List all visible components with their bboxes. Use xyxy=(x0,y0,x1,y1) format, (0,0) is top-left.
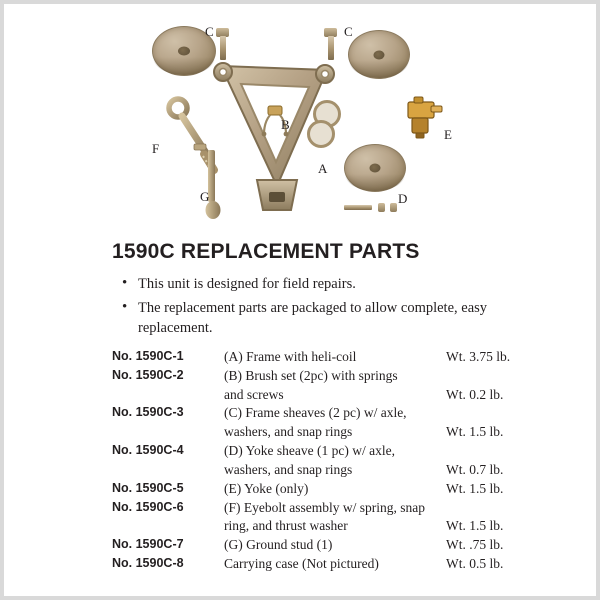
snap-ring-b xyxy=(390,203,397,212)
frame-lug-left-hole xyxy=(220,69,227,76)
part-axle-bolt-right xyxy=(318,28,344,60)
part-frame-sheave-right xyxy=(348,30,410,79)
table-row-continuation xyxy=(112,423,532,442)
part-description: (E) Yoke (only) xyxy=(224,480,309,496)
ground-stud-svg xyxy=(200,148,224,222)
callout-label-f: F xyxy=(152,141,160,156)
part-weight xyxy=(446,367,532,386)
part-number: No. 1590C-1 xyxy=(112,349,184,363)
part-number: No. 1590C-6 xyxy=(112,499,184,514)
list-item: • This unit is designed for field repairs. xyxy=(138,274,560,294)
part-description: (A) Frame with heli-coil xyxy=(224,349,357,364)
part-description: (B) Brush set (2pc) with springs xyxy=(224,367,398,383)
callout-label-b: B xyxy=(281,117,290,132)
table-row xyxy=(112,442,532,461)
bolt-shaft xyxy=(328,36,334,60)
table-row xyxy=(112,555,532,574)
table-row xyxy=(112,367,532,386)
sheave-hub xyxy=(178,47,190,56)
yoke-washer-lower xyxy=(307,120,335,148)
feature-bullet-list xyxy=(0,274,600,338)
part-number-empty xyxy=(112,386,224,405)
part-number-empty xyxy=(112,517,224,536)
part-ground-stud xyxy=(200,148,224,222)
table-row xyxy=(112,499,532,518)
part-description: (G) Ground stud (1) xyxy=(224,537,333,553)
part-number: No. 1590C-2 xyxy=(112,367,184,382)
table-row-continuation xyxy=(112,461,532,480)
callout-label-g: G xyxy=(200,189,210,204)
part-weight: Wt. 0.7 lb. xyxy=(446,461,504,477)
callout-label-a: A xyxy=(318,161,328,176)
callout-label-e: E xyxy=(444,127,452,142)
part-number: No. 1590C-7 xyxy=(112,537,184,552)
part-number: No. 1590C-3 xyxy=(112,405,184,420)
part-weight: Wt. 1.5 lb. xyxy=(446,518,504,534)
table-row xyxy=(112,348,532,367)
part-description: Carrying case (Not pictured) xyxy=(224,555,379,571)
part-number: No. 1590C-4 xyxy=(112,443,184,458)
sheave-hub xyxy=(374,50,385,59)
part-number: No. 1590C-8 xyxy=(112,555,184,570)
part-axle-bolt-left xyxy=(210,28,236,60)
part-weight xyxy=(446,442,532,461)
frame-shoe-pad xyxy=(269,192,285,202)
list-item: • The replacement parts are packaged to allow complete, easy replacement. xyxy=(138,298,560,338)
snap-ring-a xyxy=(378,203,385,212)
callout-label-d: D xyxy=(398,191,408,206)
part-brush-set xyxy=(256,104,296,138)
table-row-continuation xyxy=(112,386,532,405)
part-description-line2: washers, and snap rings xyxy=(224,424,353,440)
sheave-shading xyxy=(349,60,409,78)
part-description: (C) Frame sheaves (2 pc) w/ axle, xyxy=(224,405,407,421)
table-row xyxy=(112,536,532,555)
part-description-line2: washers, and snap rings xyxy=(224,461,353,477)
part-weight xyxy=(446,499,532,518)
page-border-bottom xyxy=(0,596,600,600)
part-weight: Wt. 3.75 lb. xyxy=(446,349,511,364)
part-description-line2: and screws xyxy=(224,386,284,402)
table-row xyxy=(112,404,532,423)
part-weight: Wt. 1.5 lb. xyxy=(446,480,504,496)
part-weight: Wt. .75 lb. xyxy=(446,537,504,553)
part-weight: Wt. 0.5 lb. xyxy=(446,555,504,571)
part-yoke-sheave-axle xyxy=(344,202,402,214)
text-content xyxy=(0,240,600,574)
parts-illustration xyxy=(0,0,600,228)
frame-lug-right-hole xyxy=(322,71,329,78)
part-description: (F) Eyebolt assembly w/ spring, snap xyxy=(224,499,425,515)
page-title: 1590C REPLACEMENT PARTS xyxy=(112,240,420,263)
bolt-shaft xyxy=(220,36,226,60)
table-row-continuation xyxy=(112,517,532,536)
part-weight: Wt. 0.2 lb. xyxy=(446,386,504,402)
part-yoke-sheave xyxy=(344,144,406,192)
brass-block-svg xyxy=(404,96,446,140)
replacement-parts-table xyxy=(112,348,532,574)
part-description: (D) Yoke sheave (1 pc) w/ axle, xyxy=(224,443,395,459)
part-brass-block xyxy=(404,96,446,140)
brush-set-svg xyxy=(256,104,296,138)
part-number-empty xyxy=(112,461,224,480)
table-row xyxy=(112,480,532,499)
sheave-hub xyxy=(370,164,381,173)
callout-label-c-right: C xyxy=(344,24,353,39)
part-number: No. 1590C-5 xyxy=(112,480,184,495)
callout-label-c-left: C xyxy=(205,24,214,39)
part-number-empty xyxy=(112,423,224,442)
part-description-line2: ring, and thrust washer xyxy=(224,518,348,534)
axle-pin xyxy=(344,205,372,210)
part-weight: Wt. 1.5 lb. xyxy=(446,424,504,440)
part-weight xyxy=(446,404,532,423)
